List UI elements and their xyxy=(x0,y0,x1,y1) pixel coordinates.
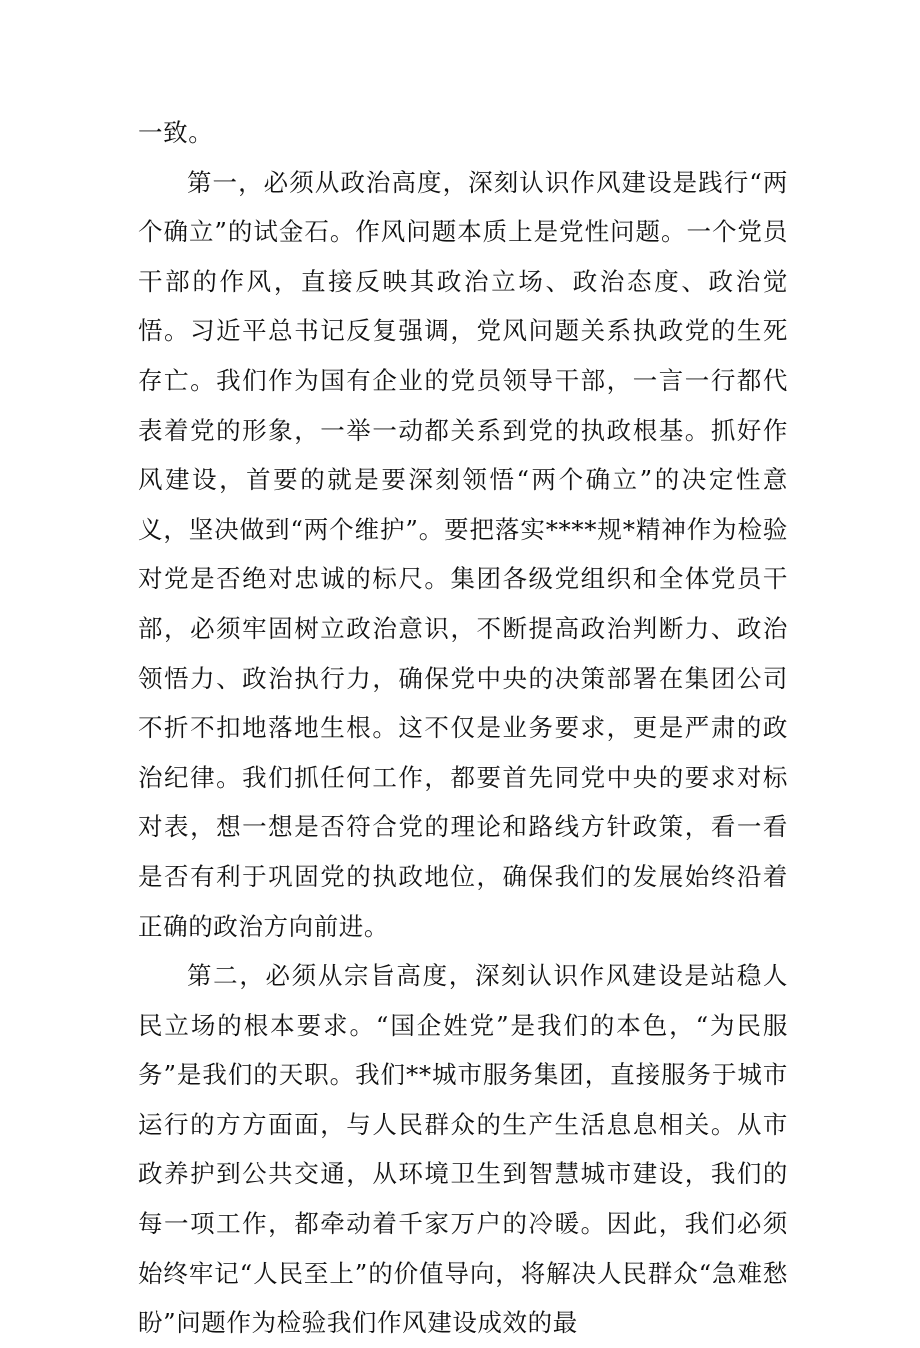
document-body xyxy=(138,108,788,1348)
paragraph-first-point: 第一，必须从政治高度，深刻认识作风建设是践行“两个确立”的试金石。作风问题本质上是党性问题。一个党员干部的作风，直接反映其政治立场、政治态度、政治觉悟。习近平总书记反复强调，党风问题关系执政党的生死存亡。我们作为国有企业的党员领导干部，一言一行都代表着党的形象，一举一动都关系到党的执政根基。抓好作风建设，首要的就是要深刻领悟“两个确立”的决定性意义，坚决做到“两个维护”。要把落实****规*精神作为检验对党是否绝对忠诚的标尺。集团各级党组织和全体党员干部，必须牢固树立政治意识，不断提高政治判断力、政治领悟力、政治执行力，确保党中央的决策部署在集团公司不折不扣地落地生根。这不仅是业务要求，更是严肃的政治纪律。我们抓任何工作，都要首先同党中央的要求对标对表，想一想是否符合党的理论和路线方针政策，看一看是否有利于巩固党的执政地位，确保我们的发展始终沿着正确的政治方向前进。 xyxy=(138,167,788,941)
paragraph-second-point: 第二，必须从宗旨高度，深刻认识作风建设是站稳人民立场的根本要求。“国企姓党”是我们的本色，“为民服务”是我们的天职。我们**城市服务集团，直接服务于城市运行的方方面面，与人民群众的生产生活息息相关。从市政养护到公共交通，从环境卫生到智慧城市建设，我们的每一项工作，都牵动着千家万户的冷暖。因此，我们必须始终牢记“人民至上”的价值导向，将解决人民群众“急难愁盼”问题作为检验我们作风建设成效的最 xyxy=(138,961,788,1338)
paragraph-continuation: 一致。 xyxy=(138,118,214,147)
